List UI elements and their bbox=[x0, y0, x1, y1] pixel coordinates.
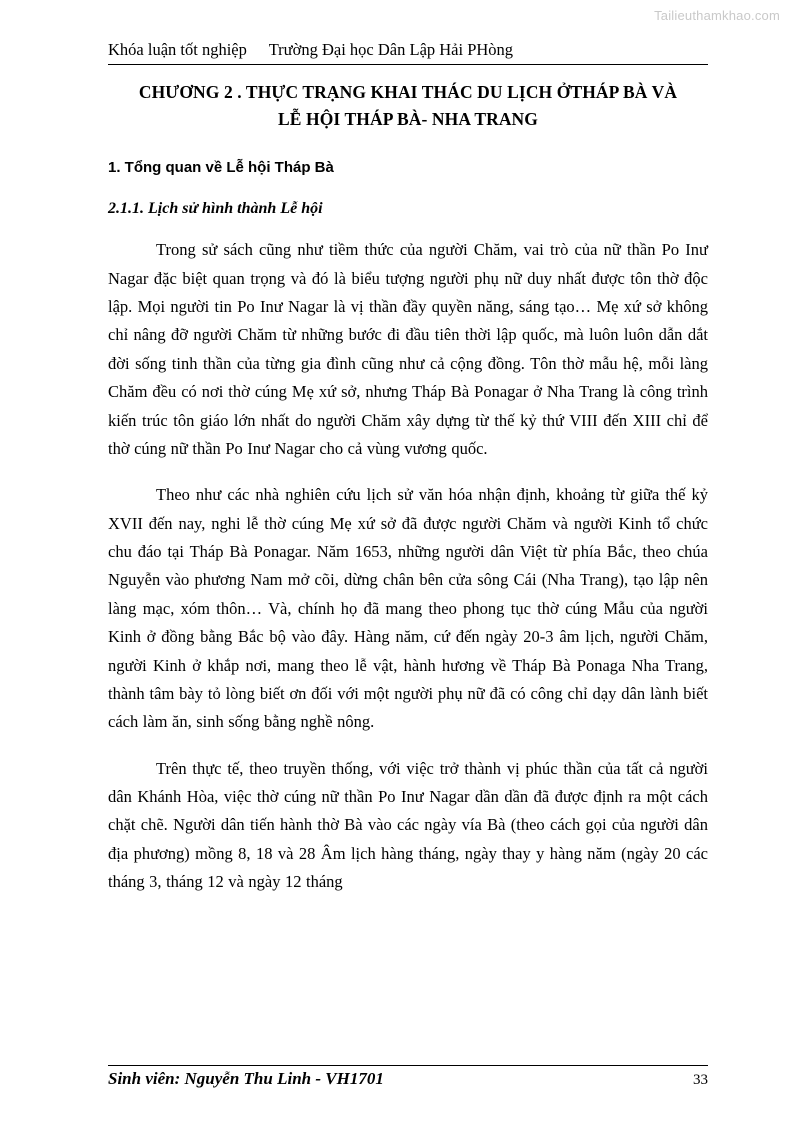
footer-row bbox=[108, 1069, 708, 1089]
chapter-title-line-2: LỄ HỘI THÁP BÀ- NHA TRANG bbox=[277, 109, 539, 130]
body-paragraph: Theo như các nhà nghiên cứu lịch sử văn hóa nhận định, khoảng từ giữa thế kỷ XVII đến nay, nghi lễ thờ cúng Mẹ xứ sở đã được người Chăm và người Kinh tổ chức chu đáo tại Tháp Bà Ponagar. Năm 1653, những người dân Việt từ phía Bắc, theo chúa Nguyễn vào phương Nam mở cõi, dừng chân bên cửa sông Cái (Nha Trang), tạo lập nên làng mạc, xóm thôn… Và, chính họ đã mang theo phong tục thờ cúng Mẫu của người Kinh ở đồng bằng Bắc bộ vào đây. Hàng năm, cứ đến ngày 20-3 âm lịch, người Chăm, người Kinh ở khắp nơi, mang theo lễ vật, hành hương về Tháp Bà Ponaga Nha Trang, thành tâm bày tỏ lòng biết ơn đối với một người phụ nữ đã có công chỉ dạy dân lành biết cách làm ăn, sinh sống bằng nghề nông. bbox=[108, 485, 708, 732]
running-header bbox=[108, 40, 708, 60]
header-divider bbox=[108, 64, 708, 65]
page-number: 33 bbox=[693, 1072, 708, 1088]
body-paragraph: Trong sử sách cũng như tiềm thức của người Chăm, vai trò của nữ thần Po Inư Nagar đặc biệt quan trọng và đó là biểu tượng người phụ nữ duy nhất được tôn thờ độc lập. Mọi người tin Po Inư Nagar là vị thần đầy quyền năng, sáng tạo… Mẹ xứ sở không chỉ nâng đỡ người Chăm từ những bước đi đầu tiên thời lập quốc, mà luôn luôn dẫn dắt đời sống tinh thần của từng gia đình cũng như cả cộng đồng. Tôn thờ mẫu hệ, mỗi làng Chăm đều có nơi thờ cúng Mẹ xứ sở, nhưng Tháp Bà Ponagar ở Nha Trang là công trình kiến trúc tôn giáo lớn nhất do người Chăm xây dựng từ thế kỷ thứ VIII đến XIII chỉ để thờ cúng nữ thần Po Inư Nagar cho cả vùng vương quốc. bbox=[108, 240, 708, 458]
footer-divider bbox=[108, 1065, 708, 1066]
chapter-title-line-1: CHƯƠNG 2 . THỰC TRẠNG KHAI THÁC DU LỊCH ỞTHÁP BÀ VÀ bbox=[138, 82, 678, 102]
watermark-text: Tailieuthamkhao.com bbox=[654, 8, 780, 23]
footer-student-name: Sinh viên: Nguyễn Thu Linh - VH1701 bbox=[108, 1069, 384, 1088]
page-content bbox=[108, 40, 708, 897]
body-paragraph: Trên thực tế, theo truyền thống, với việc trở thành vị phúc thần của tất cả người dân Khánh Hòa, việc thờ cúng nữ thần Po Inư Nagar dần dần đã được định ra một cách chặt chẽ. Người dân tiến hành thờ Bà vào các ngày vía Bà (theo cách gọi của người dân địa phương) mồng 8, 18 và 28 Âm lịch hàng tháng, ngày thay y hàng năm (ngày 20 các tháng 3, tháng 12 và ngày 12 tháng bbox=[108, 758, 708, 892]
section-heading: 1. Tổng quan về Lễ hội Tháp Bà bbox=[108, 159, 334, 177]
subsection-heading: 2.1.1. Lịch sử hình thành Lễ hội bbox=[108, 200, 323, 218]
chapter-title bbox=[108, 79, 708, 133]
page-footer bbox=[108, 1065, 708, 1089]
header-left-text: Khóa luận tốt nghiệp bbox=[108, 40, 247, 59]
header-right-text: Trường Đại học Dân Lập Hải PHòng bbox=[268, 40, 514, 59]
